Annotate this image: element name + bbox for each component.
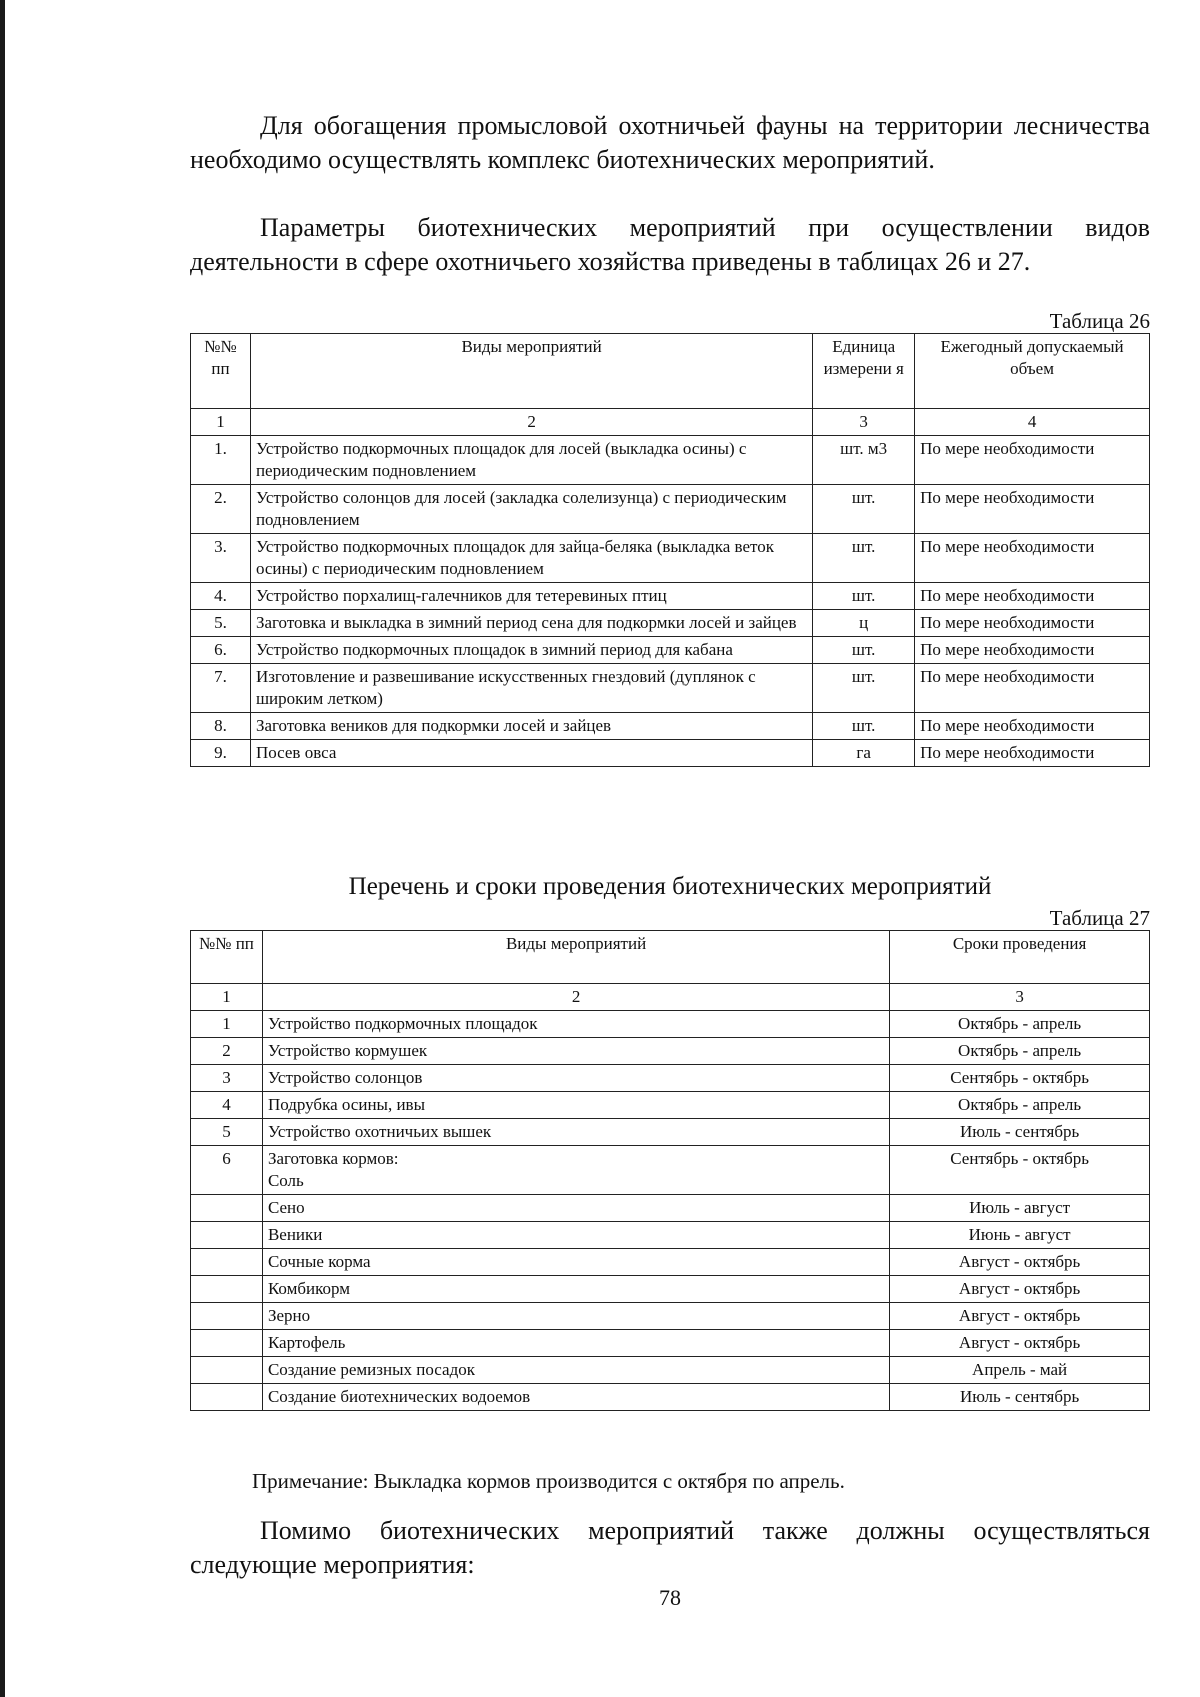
row-activity: Посев овса — [250, 740, 812, 767]
row-activity: Устройство подкормочных площадок для зайца-беляка (выкладка веток осины) с периодическим подновлением — [250, 534, 812, 583]
row-number: 2 — [191, 1038, 263, 1065]
column-number-row — [191, 984, 1150, 1011]
row-period: Октябрь - апрель — [890, 1092, 1150, 1119]
colnum-3: 3 — [890, 984, 1150, 1011]
table-row — [191, 436, 1150, 485]
row-volume: По мере необходимости — [915, 740, 1150, 767]
row-number: 6. — [191, 637, 251, 664]
table-row — [191, 1303, 1150, 1330]
header-num: №№ пп — [191, 334, 251, 409]
table-row — [191, 1011, 1150, 1038]
row-activity: Сено — [262, 1195, 889, 1222]
intro-paragraph-1: Для обогащения промысловой охотничьей фауны на территории лесничества необходимо осуществлять комплекс биотехнических мероприятий. — [190, 111, 1150, 174]
table-row — [191, 713, 1150, 740]
row-number: 5 — [191, 1119, 263, 1146]
colnum-1: 1 — [191, 409, 251, 436]
row-number: 7. — [191, 664, 251, 713]
row-number — [191, 1330, 263, 1357]
header-activity: Виды мероприятий — [250, 334, 812, 409]
row-activity: Устройство подкормочных площадок для лосей (выкладка осины) с периодическим подновлением — [250, 436, 812, 485]
row-period: Август - октябрь — [890, 1276, 1150, 1303]
row-period: Июль - сентябрь — [890, 1384, 1150, 1411]
row-unit: шт. — [813, 485, 915, 534]
row-number — [191, 1249, 263, 1276]
row-activity: Заготовка и выкладка в зимний период сена для подкормки лосей и зайцев — [250, 610, 812, 637]
row-period: Июнь - август — [890, 1222, 1150, 1249]
row-unit: шт. — [813, 713, 915, 740]
table-row — [191, 485, 1150, 534]
row-unit: шт. — [813, 637, 915, 664]
row-number: 3 — [191, 1065, 263, 1092]
table26-caption: Таблица 26 — [1049, 309, 1150, 333]
row-volume: По мере необходимости — [915, 637, 1150, 664]
section-title: Перечень и сроки проведения биотехнических мероприятий — [348, 873, 992, 900]
row-volume: По мере необходимости — [915, 485, 1150, 534]
row-activity: Заготовка веников для подкормки лосей и зайцев — [250, 713, 812, 740]
closing-paragraph: Помимо биотехнических мероприятий также должны осуществляться следующие мероприятия: — [190, 1516, 1150, 1579]
row-activity: Устройство кормушек — [262, 1038, 889, 1065]
row-unit: шт. м3 — [813, 436, 915, 485]
row-number: 1 — [191, 1011, 263, 1038]
row-period: Октябрь - апрель — [890, 1038, 1150, 1065]
row-number: 4 — [191, 1092, 263, 1119]
header-unit: Единица измерени я — [813, 334, 915, 409]
row-number: 1. — [191, 436, 251, 485]
table-row — [191, 1038, 1150, 1065]
row-activity: Подрубка осины, ивы — [262, 1092, 889, 1119]
scan-edge — [0, 0, 5, 1697]
table-row — [191, 1092, 1150, 1119]
row-volume: По мере необходимости — [915, 664, 1150, 713]
row-number: 5. — [191, 610, 251, 637]
row-number — [191, 1276, 263, 1303]
row-number — [191, 1303, 263, 1330]
header-period: Сроки проведения — [890, 931, 1150, 984]
row-period: Апрель - май — [890, 1357, 1150, 1384]
row-volume: По мере необходимости — [915, 583, 1150, 610]
header-num: №№ пп — [191, 931, 263, 984]
table-27 — [190, 930, 1150, 1411]
row-number: 2. — [191, 485, 251, 534]
table-row — [191, 1146, 1150, 1195]
row-activity: Заготовка кормов: Соль — [262, 1146, 889, 1195]
row-volume: По мере необходимости — [915, 534, 1150, 583]
note: Примечание: Выкладка кормов производится с октября по апрель. — [252, 1469, 845, 1493]
row-period: Октябрь - апрель — [890, 1011, 1150, 1038]
row-activity: Создание биотехнических водоемов — [262, 1384, 889, 1411]
table27-caption: Таблица 27 — [1049, 906, 1150, 930]
row-number: 8. — [191, 713, 251, 740]
colnum-1: 1 — [191, 984, 263, 1011]
intro-paragraph-2: Параметры биотехнических мероприятий при осуществлении видов деятельности в сфере охотничьего хозяйства приведены в таблицах 26 и 27. — [190, 213, 1150, 276]
colnum-2: 2 — [250, 409, 812, 436]
row-unit: ц — [813, 610, 915, 637]
row-activity: Изготовление и развешивание искусственных гнездовий (дуплянок с широким летком) — [250, 664, 812, 713]
table-row — [191, 534, 1150, 583]
row-number: 6 — [191, 1146, 263, 1195]
row-volume: По мере необходимости — [915, 610, 1150, 637]
table-row — [191, 1330, 1150, 1357]
row-number: 3. — [191, 534, 251, 583]
row-number — [191, 1195, 263, 1222]
row-unit: шт. — [813, 534, 915, 583]
row-unit: га — [813, 740, 915, 767]
row-period: Август - октябрь — [890, 1303, 1150, 1330]
table-row — [191, 1249, 1150, 1276]
row-activity: Устройство солонцов — [262, 1065, 889, 1092]
row-activity: Сочные корма — [262, 1249, 889, 1276]
row-activity: Устройство подкормочных площадок в зимний период для кабана — [250, 637, 812, 664]
table-header-row — [191, 334, 1150, 409]
row-period: Август - октябрь — [890, 1330, 1150, 1357]
row-volume: По мере необходимости — [915, 436, 1150, 485]
row-unit: шт. — [813, 664, 915, 713]
page-number: 78 — [659, 1585, 681, 1610]
table-row — [191, 740, 1150, 767]
row-activity: Устройство порхалищ-галечников для тетеревиных птиц — [250, 583, 812, 610]
table-row — [191, 610, 1150, 637]
header-volume: Ежегодный допускаемый объем — [915, 334, 1150, 409]
row-period: Сентябрь - октябрь — [890, 1065, 1150, 1092]
row-activity: Устройство охотничьих вышек — [262, 1119, 889, 1146]
table-row — [191, 1384, 1150, 1411]
table-header-row — [191, 931, 1150, 984]
row-number: 4. — [191, 583, 251, 610]
row-number — [191, 1357, 263, 1384]
row-number — [191, 1384, 263, 1411]
row-activity: Создание ремизных посадок — [262, 1357, 889, 1384]
table-row — [191, 1065, 1150, 1092]
colnum-2: 2 — [262, 984, 889, 1011]
row-activity: Зерно — [262, 1303, 889, 1330]
table-row — [191, 1222, 1150, 1249]
row-activity: Комбикорм — [262, 1276, 889, 1303]
header-activity: Виды мероприятий — [262, 931, 889, 984]
row-period: Июль - август — [890, 1195, 1150, 1222]
table-26 — [190, 333, 1150, 767]
table-row — [191, 1357, 1150, 1384]
colnum-4: 4 — [915, 409, 1150, 436]
row-activity: Веники — [262, 1222, 889, 1249]
row-period: Июль - сентябрь — [890, 1119, 1150, 1146]
table-row — [191, 637, 1150, 664]
table-row — [191, 1195, 1150, 1222]
colnum-3: 3 — [813, 409, 915, 436]
row-number — [191, 1222, 263, 1249]
row-period: Сентябрь - октябрь — [890, 1146, 1150, 1195]
row-activity: Устройство подкормочных площадок — [262, 1011, 889, 1038]
table-row — [191, 1276, 1150, 1303]
column-number-row — [191, 409, 1150, 436]
row-activity: Картофель — [262, 1330, 889, 1357]
table-row — [191, 1119, 1150, 1146]
table-row — [191, 583, 1150, 610]
row-unit: шт. — [813, 583, 915, 610]
row-volume: По мере необходимости — [915, 713, 1150, 740]
table-row — [191, 664, 1150, 713]
row-number: 9. — [191, 740, 251, 767]
row-activity: Устройство солонцов для лосей (закладка солелизунца) с периодическим подновлением — [250, 485, 812, 534]
row-period: Август - октябрь — [890, 1249, 1150, 1276]
